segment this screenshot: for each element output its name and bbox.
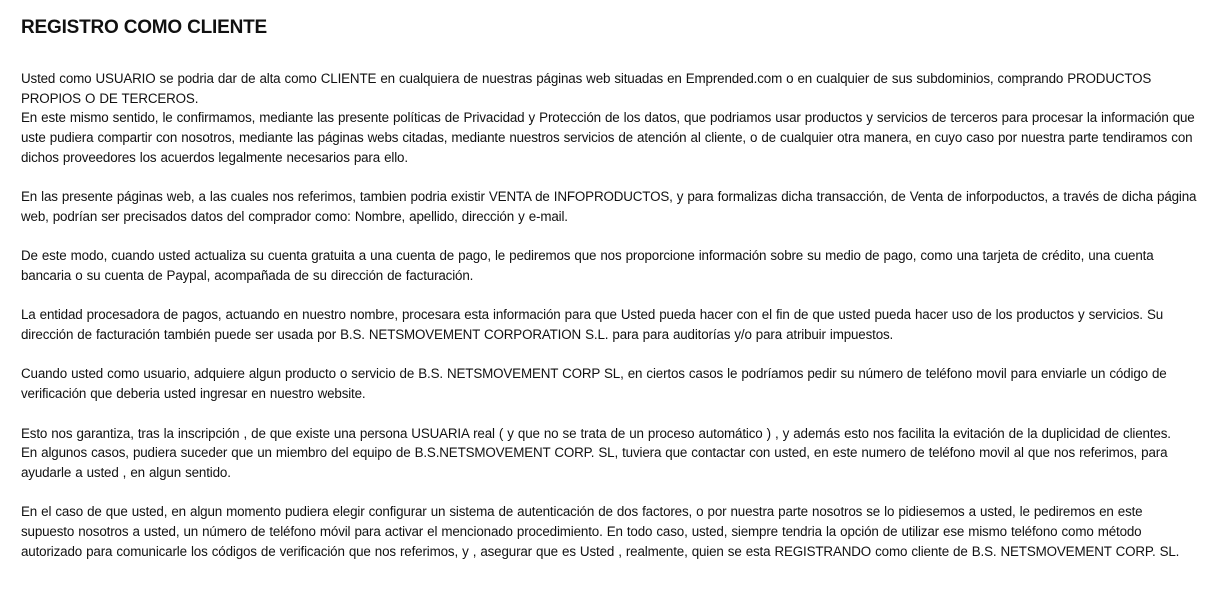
paragraph-line: En las presente páginas web, a las cuales nos referimos, tambien podria existir VENTA de INFOPRODUCTOS, y para formalizas dicha transacción, de Venta de inforpoductos, a través de dicha página web, podrían ser precisados datos del comprador como: Nombre, apellido, dirección y e-mail. [21,189,1197,224]
paragraph-line: Esto nos garantiza, tras la inscripción , de que existe una persona USUARIA real ( y que no se trata de un proceso automático ) , y además esto nos facilita la evitación de la duplicidad de clientes. [21,425,1171,441]
paragraph-line: Cuando usted como usuario, adquiere algun producto o servicio de B.S. NETSMOVEMENT CORP SL, en ciertos casos le podríamos pedir su número de teléfono movil para enviarle un código de verificación que deberia usted ingresar en nuestro website. [21,366,1167,402]
paragraph-line: La entidad procesadora de pagos, actuando en nuestro nombre, procesara esta información para que Usted pueda hacer con el fin de que usted pueda hacer uso de los productos y servicios. Su dirección de facturación también puede ser usada por B.S. NETSMOVEMENT CORPORATION S.L. para para auditorías y/o para atribuir impuestos. [21,307,1164,343]
paragraph-line: En el caso de que usted, en algun momento pudiera elegir configurar un sistema de autenticación de dos factores, o por nuestra parte nosotros se lo pidiesemos a usted, le pediremos en este supuesto nosotros a usted, un número de teléfono móvil para activar el mencionado procedimiento. En todo caso, usted, siempre tendria la opción de utilizar ese mismo teléfono como método autorizado para comunicarle los códigos de verificación que nos referimos, y , asegurar que es Usted , realmente, quien se esta REGISTRANDO como cliente de B.S. NETSMOVEMENT CORP. SL. [21,504,1180,559]
paragraph-line: De este modo, cuando usted actualiza su cuenta gratuita a una cuenta de pago, le pediremos que nos proporcione información sobre su medio de pago, como una tarjeta de crédito, una cuenta bancaria o su cuenta de Paypal, acompañada de su dirección de facturación. [21,248,1154,283]
paragraph-real-user [21,424,1198,483]
paragraph-two-factor [21,502,1198,561]
paragraph-line: En este mismo sentido, le confirmamos, mediante las presente políticas de Privacidad y Protección de los datos, que podriamos usar productos y servicios de terceros para procesar la información que uste pudiera compartir con nosotros, mediante las páginas webs citadas, mediante nuestros servicios de atención al cliente, o de cualquier otra manera, en cuyo caso por nuestra parte tendiramos con dichos proveedores los acuerdos legalmente necesarios para ello. [21,110,1195,165]
paragraph-payment-processor [21,305,1198,344]
paragraph-infoproducts [21,187,1198,226]
paragraph-payment-account [21,246,1198,285]
page-title: REGISTRO COMO CLIENTE [21,17,267,38]
paragraph-line: En algunos casos, pudiera suceder que un miembro del equipo de B.S.NETSMOVEMENT CORP. SL, tuviera que contactar con usted, en este numero de teléfono movil al que nos referimos, para ayudarle a usted , en algun sentido. [21,445,1168,480]
paragraph-verification-code [21,364,1198,403]
paragraph-registration [21,69,1198,168]
paragraph-line: Usted como USUARIO se podria dar de alta como CLIENTE en cualquiera de nuestras páginas web situadas en Emprended.com o en cualquier de sus subdominios, comprando PRODUCTOS PROPIOS O DE TERCEROS. [21,71,1152,106]
